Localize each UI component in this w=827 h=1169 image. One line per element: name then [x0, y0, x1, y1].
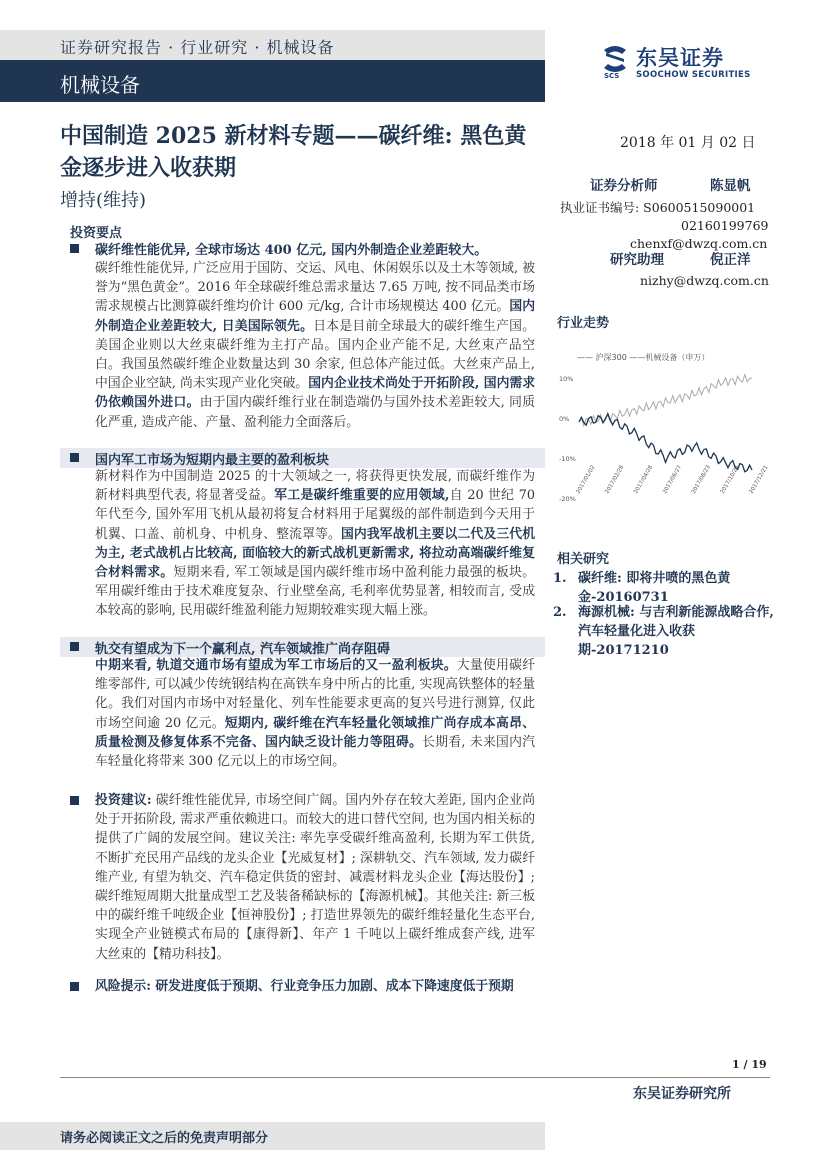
- logo-mark-icon: [600, 44, 630, 74]
- bullet-2-body: 新材料作为中国制造 2025 的十大领域之一, 将获得更快发展, 而碳纤维作为新材料典型代表, 将显著受益。军工是碳纤维重要的应用领域,自 20 世纪 70 年代至今, 国外军用飞机从最初将复合材料用于尾翼级的部件制造到今天用于机翼、口盖、前机身、中机身、整流罩等。国内我军战机主要以二代及三代机为主, 老式战机占比较高, 面临较大的新式战机更新需求, 将拉动高端碳纤维复合材料需求。短期来看, 军工领域是国内碳纤维市场中盈利能力最强的板块。军用碳纤维由于技术难度复杂、行业壁垒高, 毛利率优势显著, 相较而言, 受成本较高的影响, 民用碳纤维盈利能力短期较难实现大幅上涨。: [95, 469, 536, 619]
- x-tick-label: 2017/12/21: [748, 464, 770, 495]
- logo-name-cn: 东吴证券: [636, 46, 724, 70]
- bullet-1-heading: 碳纤维性能优异, 全球市场达 400 亿元, 国内外制造企业差距较大。: [95, 243, 488, 258]
- analyst-phone: 02160199769: [681, 218, 769, 233]
- logo-name-en: SOOCHOW SECURITIES: [636, 70, 751, 80]
- bullet-4-heading: 投资建议:: [95, 793, 152, 808]
- chart-legend: —— 沪深300 ——机械设备（申万）: [577, 353, 710, 362]
- company-logo: [600, 42, 775, 82]
- bullet-icon: [70, 982, 79, 991]
- bullet-1-body: 碳纤维性能优异, 广泛应用于国防、交运、风电、休闲娱乐以及土木等领域, 被誉为“黑色黄金”。2016 年全球碳纤维总需求量达 7.65 万吨, 按不同品类市场需求规模占比测算碳纤维均价计 600 元/kg, 合计市场规模达 400 亿元。国内外制造企业差距较大, 日美国际领先。日本是目前全球最大的碳纤维生产国。美国企业则以大丝束碳纤维为主打产品。国内企业产能不足, 大丝束产品空白。我国虽然碳纤维企业数量达到 30 余家, 但总体产能过低。大丝束产品上, 中国企业空缺, 尚未实现产业化突破。国内企业技术尚处于开拓阶段, 国内需求仍依赖国外进口。由于国内碳纤维行业在制造端仍与国外技术差距较大, 同质化严重, 造成产能、产量、盈利能力全面落后。: [95, 261, 536, 430]
- header-breadcrumb-band: [0, 30, 545, 60]
- section-label: 投资要点: [70, 226, 123, 241]
- assistant-name: 倪正洋: [710, 252, 751, 268]
- bullet-4-body: 投资建议: 碳纤维性能优异, 市场空间广阔。国内外存在较大差距, 国内企业尚处于开拓阶段, 需求严重依赖进口。而较大的进口替代空间, 也为国内相关标的提供了广阔的发展空间。建议关注: 率先享受碳纤维高盈利, 长期为军工供货, 不断扩充民用产品线的龙头企业【光威复材】; 深耕轨交、汽车领域, 发力碳纤维产业, 有望为轨交、汽车稳定供货的密封、减震材料龙头企业【海达股份】; 碳纤维短周期大批量成型工艺及装备稀缺标的【海源机械】。其他关注: 新三板中的碳纤维千吨级企业【恒神股份】; 打造世界领先的碳纤维轻量化生态平台, 实现全产业链模式布局的【康得新】、年产 1 千吨以上碳纤维成套产线, 进军大丝束的【精功科技】。: [95, 793, 535, 962]
- bullet-3-body: 中期来看, 轨道交通市场有望成为军工市场后的又一盈利板块。大量使用碳纤维零部件, 可以减少传统钢结构在高铁车身中所占的比重, 实现高铁整体的轻量化。我们对国内市场中对轻量化、列车性能要求更高的复兴号进行测算, 仅此市场空间逾 20 亿元。短期内, 碳纤维在汽车轻量化领域推广尚存成本高昂、质量检测及修复体系不完备、国内缺乏设计能力等阻碍。长期看, 未来国内汽车轻量化将带来 300 亿元以上的市场空间。: [95, 658, 536, 770]
- x-tick-label: 2017/01/02: [575, 464, 597, 495]
- y-tick-label: 0%: [559, 415, 570, 423]
- bullet-3-heading: 轨交有望成为下一个赢利点, 汽车领域推广尚存阻碍: [95, 642, 391, 657]
- bullet-icon: [70, 642, 79, 651]
- report-date: 2018 年 01 月 02 日: [620, 135, 756, 151]
- related-item-num: 1.: [553, 571, 567, 586]
- assistant-email[interactable]: nizhy@dwzq.com.cn: [640, 273, 769, 288]
- industry-trend-chart: [557, 348, 770, 516]
- bullet-icon: [70, 244, 79, 253]
- page-number: 1 / 19: [732, 1058, 767, 1071]
- rating: 增持(维持): [60, 190, 147, 211]
- report-title: 中国制造 2025 新材料专题——碳纤维: 黑色黄金逐步进入收获期: [60, 123, 527, 181]
- breadcrumb: 证券研究报告 · 行业研究 · 机械设备: [60, 38, 335, 57]
- x-tick-label: 2017/08/23: [690, 464, 712, 495]
- analyst-label: 证券分析师: [590, 178, 658, 194]
- bullet-2-heading: 国内军工市场为短期内最主要的盈利板块: [95, 453, 330, 468]
- y-tick-label: 10%: [559, 375, 574, 383]
- related-title: 相关研究: [557, 552, 610, 567]
- related-item-text[interactable]: 碳纤维: 即将井喷的黑色黄金-20160731: [578, 571, 731, 605]
- x-tick-label: 2017/04/28: [633, 464, 655, 495]
- x-tick-label: 2017/10/24: [719, 464, 741, 495]
- y-tick-label: -20%: [559, 495, 576, 503]
- footer-brand: 东吴证券研究所: [633, 1086, 731, 1102]
- related-item-text[interactable]: 海源机械: 与吉利新能源战略合作, 汽车轻量化进入收获期-20171210: [578, 605, 774, 658]
- section-title: 机械设备: [60, 73, 140, 97]
- related-item-num: 2.: [553, 605, 567, 620]
- footer-disclaimer-band: [0, 1122, 545, 1150]
- y-tick-label: -10%: [559, 455, 576, 463]
- analyst-name: 陈显帆: [710, 178, 751, 194]
- header-section-band: [0, 60, 545, 102]
- x-tick-label: 2017/06/27: [662, 464, 684, 495]
- footer-divider: [60, 1077, 770, 1078]
- bullet-icon: [70, 796, 79, 805]
- footer-disclaimer: 请务必阅读正文之后的免责声明部分: [60, 1131, 269, 1146]
- series-line-machinery: [579, 414, 752, 472]
- analyst-email[interactable]: chenxf@dwzq.com.cn: [630, 236, 768, 251]
- trend-title: 行业走势: [557, 316, 610, 331]
- series-line-csi300: [579, 375, 752, 426]
- bullet-icon: [70, 453, 79, 462]
- certificate-number: 执业证书编号: S0600515090001: [560, 200, 756, 215]
- trend-chart-svg: [557, 348, 770, 516]
- logo-abbr: SCS: [604, 72, 620, 80]
- x-tick-label: 2017/02/28: [604, 464, 626, 495]
- assistant-label: 研究助理: [610, 252, 664, 268]
- bullet-5-heading: 风险提示: 研发进度低于预期、行业竞争压力加剧、成本下降速度低于预期: [95, 979, 514, 994]
